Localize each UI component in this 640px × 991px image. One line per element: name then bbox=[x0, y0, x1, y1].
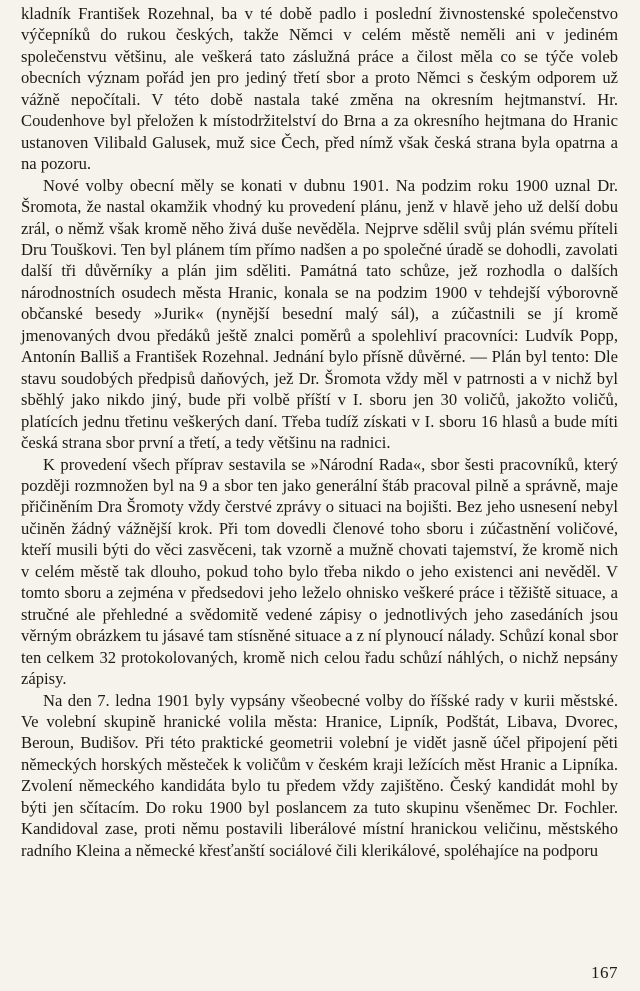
paragraph-national-council: K provedení všech příprav sestavila se »Národní Rada«, sbor šesti pracovníků, který později rozmnožen byl na 9 a sbor ten jako generální štáb pracoval pilně a správně, maje přičiněním Dra Šromoty vždy čerstvé zprávy o situaci na bojišti. Bez jeho usnesení nebyl učiněn žádný vážnější krok. Při tom dovedli členové toho sboru i zúčastnění voličové, kteří musili býti do věci zasvěceni, tak vzorně a mužně chovati tajemství, že kromě nich v celém městě tak dlouho, pokud toho bylo třeba nikdo o jeho existenci ani nevěděl. V tomto sboru a zejména v předsedovi jeho leželo ohnisko veškeré práce i těžiště situace, a stručné ale přehledné a svědomitě vedené zápisy o jednotlivých jeho zasedáních jsou věrným obrázkem tu jásavé tam stísněné situace a z ní plynoucí nálady. Schůzí konal sbor ten celkem 32 protokolovaných, kromě nich celou řadu schůzí náhlých, o nichž nepsány zápisy. bbox=[21, 454, 618, 689]
body-text bbox=[21, 3, 618, 861]
paragraph-reichsrat-elections: Na den 7. ledna 1901 byly vypsány všeobecné volby do říšské rady v kurii městské. Ve volební skupině hranické volila města: Hranice, Lipník, Podštát, Libava, Dvorec, Beroun, Budišov. Při této praktické geometrii volební je vidět jasně účel připojení pěti německých horských městeček k voličům v českém kraji ležících měst Hranic a Lipníka. Zvolení německého kandidáta bylo tu předem vždy zajištěno. Český kandidát mohl by býti jen sčítacím. Do roku 1900 byl poslancem za tuto skupinu všeněmec Dr. Fochler. Kandidoval zase, proti němu postavili liberálové místní hranickou veličinu, městského radního Kleina a německé křesťanští sociálové čili klerikálové, spoléhajíce na podporu bbox=[21, 690, 618, 860]
page-number: 167 bbox=[591, 963, 618, 982]
paragraph-continued: kladník František Rozehnal, ba v té době padlo i poslední živnostenské společenstvo výčepníků do rukou českých, takže Němci v celém městě neměli ani v jediném společenstvu většinu, ale veškerá tato záslužná práce a čilost měla co se týče voleb obecních význam pořád jen pro jediný třetí sbor a proto Němci s českým odporem už vážně nepočítali. V této době nastala také změna na okresním hejtmanství. Hr. Coudenhove byl přeložen k místodržitelství do Brna a za okresního hejtmana do Hranic ustanoven Vilibald Galusek, muž sice Čech, před nímž však česká strana byla opatrna a na pozoru. bbox=[21, 4, 618, 174]
paragraph-new-elections: Nové volby obecní měly se konati v dubnu 1901. Na podzim roku 1900 uznal Dr. Šromota, že nastal okamžik vhodný ku provedení plánu, jenž v hlavě jeho už delší dobu zrál, o němž však kromě něho živá duše nevěděla. Nejprve sdělil svůj plán svému příteli Dru Touškovi. Ten byl plánem tím přímo nadšen a po společné úradě se dohodli, zavolati další tři důvěrníky a plán jim sděliti. Památná tato schůze, jež rozhodla o dalších národnostních osudech města Hranic, konala se na podzim 1900 v tehdejší výborovně občanské besedy »Jurik« (nynější besední malý sál), a zúčastnili se jí kromě jmenovaných dvou předáků ještě znalci poměrů a spolehliví pracovníci: Ludvík Popp, Antonín Balliš a František Rozehnal. Jednání bylo přísně důvěrné. — Plán byl tento: Dle stavu soudobých předpisů daňových, jež Dr. Šromota vždy měl v patrnosti a v nichž byl sběhlý jako nikdo jiný, bude při volbě příští v I. sboru jen 30 voličů, jakožto voličů, platících jednu třetinu veškerých daní. Třeba tudíž získati v I. sboru 16 hlasů a bude míti česká strana sbor první a třetí, a tedy většinu na radnici. bbox=[21, 175, 618, 453]
